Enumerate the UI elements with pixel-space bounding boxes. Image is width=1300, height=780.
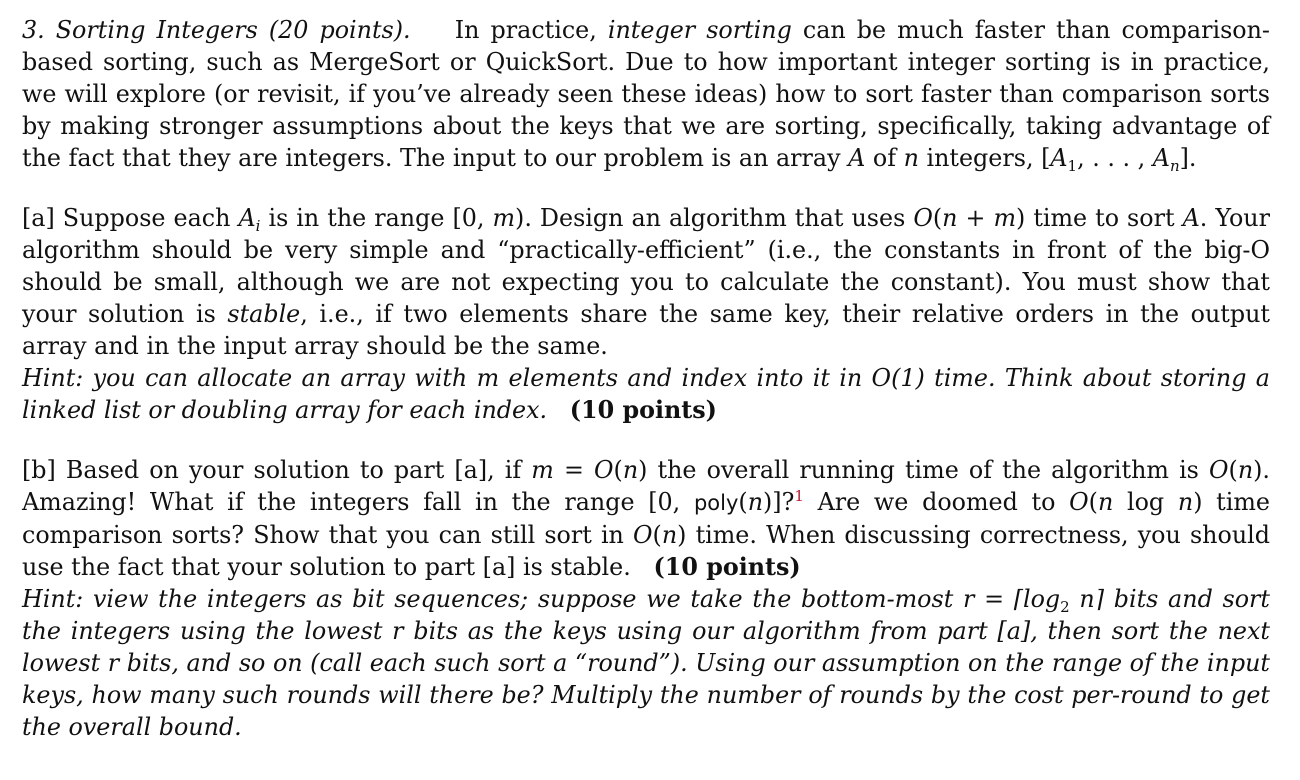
stable-emphasis: stable	[227, 300, 301, 328]
math-var: A	[238, 204, 256, 232]
math-var: n	[942, 204, 958, 232]
part-b-text: ) time comparison sorts? Show that you can still sort in	[22, 488, 1270, 549]
part-b-hint	[22, 583, 1270, 743]
math-var: A	[1152, 144, 1170, 172]
part-b-text: )]?	[763, 488, 795, 516]
part-a-text: , i.e., if two elements share the same key, their relative orders in the output array and in the input array should be the same.	[22, 300, 1270, 360]
math-var: n	[903, 144, 919, 172]
part-a-hint-text: Hint: you can allocate an array with m elements and index into it in O(1) time. Think about storing a linked list or doubling array for each index.	[22, 364, 1270, 424]
intro-text: of	[865, 144, 904, 172]
math-var: n	[1097, 488, 1114, 516]
part-a-text: ) time to sort	[1016, 204, 1183, 232]
part-a-text: [a] Suppose each	[22, 204, 239, 232]
part-a-text: . Your algorithm should be very simple and “practically-efficient” (i.e., the constants in front of the big-O should be small, although we are not expecting you to calculate the constant). You must show that your solution is	[22, 204, 1270, 328]
part-b-hint-text: Hint: view the integers as bit sequences; suppose we take the bottom-most r = ⌈log	[22, 585, 1061, 613]
math-var: m	[531, 456, 554, 484]
part-a-text: (	[932, 204, 943, 232]
math-var: n	[1237, 456, 1254, 484]
part-b-text: ) time. When discussing correctness, you should use the fact that your solution to part [a] is stable.	[22, 521, 1270, 581]
math-subscript: i	[255, 217, 261, 235]
part-b-text: [b] Based on your solution to part [a], if	[22, 456, 532, 484]
intro-text: integers, [	[918, 144, 1051, 172]
intro-text: , . . . ,	[1077, 144, 1153, 172]
math-var: O	[1209, 456, 1229, 484]
part-b-text: =	[553, 456, 595, 484]
problem-heading: 3. Sorting Integers (20 points).	[22, 16, 411, 44]
part-b-text: (	[613, 456, 623, 484]
part-a-paragraph	[22, 202, 1270, 362]
math-var: m	[993, 204, 1017, 232]
math-var: O	[594, 456, 614, 484]
part-a-points: (10 points)	[569, 396, 717, 424]
part-a-text: +	[957, 204, 994, 232]
part-b-hint-text: n⌉ bits and sort the integers using the lowest r bits as the keys using our algorithm from part [a], then sort the next lowest r bits, and so on (call each such sort a “round”). Using our assumption on the range of the input keys, how many such rounds will there be? Multiply the number of rounds by the cost per-round to get the overall bound.	[22, 585, 1270, 741]
math-var: O	[913, 204, 933, 232]
footnote-marker[interactable]: 1	[794, 487, 804, 505]
problem-document	[22, 14, 1270, 743]
math-var: n	[622, 456, 639, 484]
part-b-section	[22, 454, 1270, 743]
part-b-text: (	[1088, 488, 1098, 516]
part-a-hint	[22, 362, 1270, 426]
math-var: A	[1182, 204, 1200, 232]
part-b-paragraph	[22, 454, 1270, 583]
math-var: n	[1177, 488, 1194, 516]
intro-emphasis: integer sorting	[607, 16, 792, 44]
part-a-section	[22, 202, 1270, 426]
math-var: n	[747, 488, 764, 516]
poly-function: poly	[693, 491, 739, 515]
part-b-text: log	[1113, 488, 1178, 516]
math-subscript: 1	[1067, 157, 1078, 175]
log-base-subscript: 2	[1060, 598, 1070, 616]
intro-text: ].	[1179, 144, 1197, 172]
part-a-text: is in the range [0,	[260, 204, 493, 232]
math-var: O	[633, 521, 653, 549]
part-b-text: Are we doomed to	[803, 488, 1070, 516]
intro-text: In practice,	[454, 16, 608, 44]
math-var: m	[492, 204, 516, 232]
math-subscript: n	[1169, 157, 1180, 175]
problem-intro-paragraph	[22, 14, 1270, 174]
part-b-text: (	[652, 521, 662, 549]
math-var: n	[661, 521, 678, 549]
part-b-points: (10 points)	[653, 553, 801, 581]
part-b-text: (	[1228, 456, 1238, 484]
part-b-text: ) the overall running time of the algorithm is	[638, 456, 1209, 484]
math-var: A	[848, 144, 866, 172]
part-b-text: ). Amazing! What if the integers fall in the range [0,	[22, 456, 1270, 516]
intro-text: can be much faster than comparison-based sorting, such as MergeSort or QuickSort. Due to how important integer sorting is in practice, we will explore (or revisit, if you’ve already seen these ideas) how to sort faster than comparison sorts by making stronger assumptions about the keys that we are sorting, specifically, taking advantage of the fact that they are integers. The input to our problem is an array	[22, 16, 1270, 172]
part-a-text: ). Design an algorithm that uses	[515, 204, 914, 232]
math-var: O	[1069, 488, 1089, 516]
math-var: A	[1050, 144, 1068, 172]
part-b-text: (	[738, 488, 748, 516]
